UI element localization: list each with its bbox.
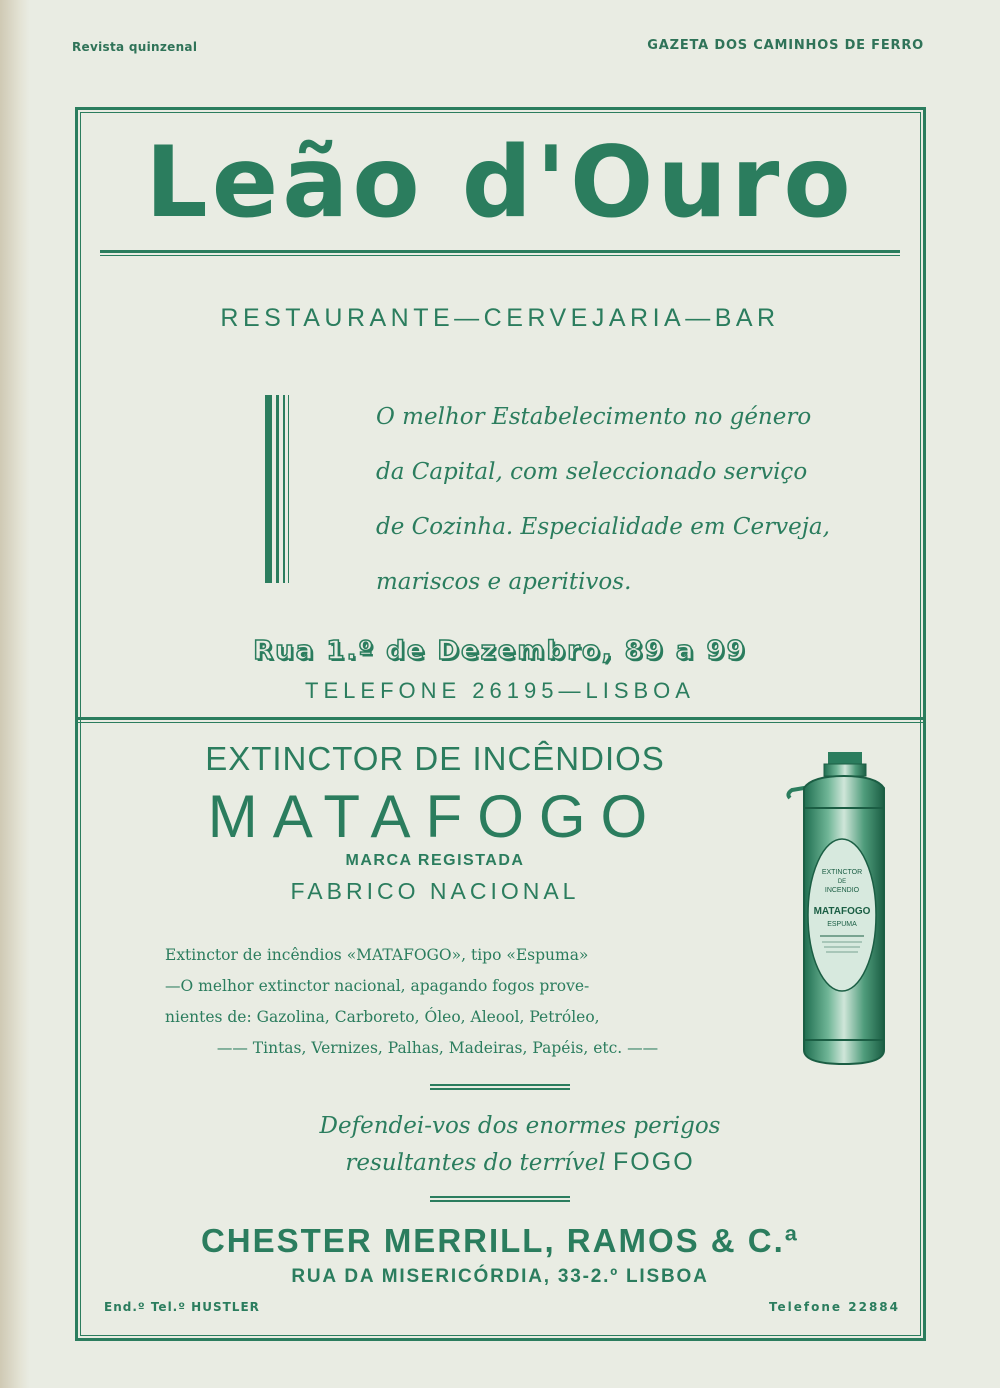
slogan-line-2 (200, 1144, 840, 1181)
fire-extinguisher-illustration (782, 750, 902, 1068)
decorative-bars (265, 395, 291, 583)
bar-hairline (288, 395, 289, 583)
brand-rule (100, 250, 900, 256)
description-line: O melhor Estabelecimento no género (376, 404, 812, 430)
extinguisher-text (165, 940, 710, 1064)
restaurant-address: Rua 1.º de Dezembro, 89 a 99 (253, 636, 747, 666)
description-line: mariscos e aperitivos. (376, 569, 632, 595)
company-name: CHESTER MERRILL, RAMOS & C.ª (200, 1222, 800, 1259)
restaurant-phone: TELEFONE 26195—LISBOA (305, 678, 695, 703)
registered-mark: MARCA REGISTADA (345, 852, 525, 869)
bar-thin (283, 395, 285, 583)
extinguisher-title: EXTINCTOR DE INCÊNDIOS (205, 740, 665, 777)
label-line-2: DE (837, 879, 847, 885)
label-line-3: INCENDIO (824, 887, 860, 894)
running-header-right: GAZETA DOS CAMINHOS DE FERRO (647, 38, 924, 53)
restaurant-name: Leão d'Ouro (145, 126, 855, 240)
slogan-fire-word: FOGO (613, 1148, 695, 1176)
extinguisher-brand: MATAFOGO (207, 783, 663, 850)
ad-divider (75, 717, 926, 723)
text-line: nientes de: Gazolina, Carboreto, Óleo, Aleool, Petróleo, (165, 1008, 600, 1026)
page-edge (0, 0, 30, 1388)
nozzle-cap (828, 752, 862, 764)
bar-mid (276, 395, 279, 583)
bar-thick (265, 395, 272, 583)
restaurant-description (376, 390, 906, 610)
running-header-left: Revista quinzenal (72, 40, 198, 54)
slogan-line-2-text: resultantes do terrível (345, 1150, 606, 1176)
description-line: da Capital, com seleccionado serviço (376, 459, 808, 485)
text-line: —— Tintas, Vernizes, Palhas, Madeiras, Papéis, etc. —— (216, 1039, 659, 1057)
slogan-line-1: Defendei-vos dos enormes perigos (319, 1113, 721, 1139)
label-line-1: EXTINCTOR (821, 869, 863, 876)
label-brand: MATAFOGO (813, 906, 871, 917)
label-type: ESPUMA (827, 921, 857, 928)
text-line: Extinctor de incêndios «MATAFOGO», tipo «Espuma» (165, 946, 589, 964)
text-line: —O melhor extinctor nacional, apagando fogos prove- (165, 977, 590, 995)
national-manufacture: FABRICO NACIONAL (290, 878, 580, 904)
slogan (200, 1108, 840, 1181)
description-line: de Cozinha. Especialidade em Cerveja, (376, 514, 830, 540)
neck (824, 764, 866, 776)
restaurant-subtitle: RESTAURANTE—CERVEJARIA—BAR (220, 304, 780, 332)
telegraph-address: End.º Tel.º HUSTLER (104, 1300, 260, 1314)
short-rule-top (430, 1084, 570, 1090)
short-rule-bottom (430, 1196, 570, 1202)
company-telephone: Telefone 22884 (768, 1300, 900, 1314)
company-address: RUA DA MISERICÓRDIA, 33-2.º LISBOA (291, 1266, 709, 1287)
